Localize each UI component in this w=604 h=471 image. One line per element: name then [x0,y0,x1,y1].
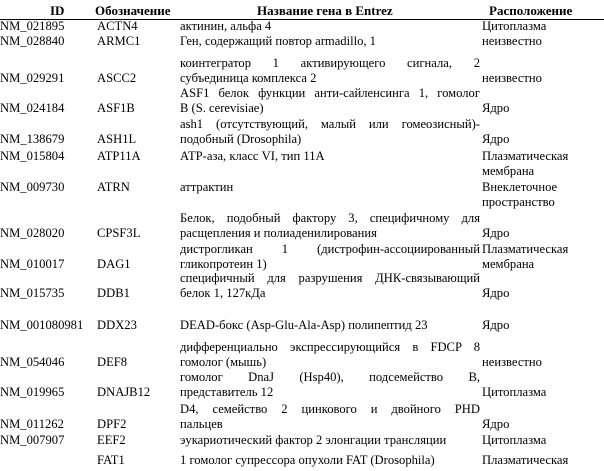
row-location-line: Внеклеточное [482,180,558,194]
row-gene-name-line: субъединица комплекса 2 [180,71,317,85]
row-symbol: FAT1 [97,453,125,467]
row-symbol: ATRN [97,180,130,194]
row-location-line: неизвестно [482,34,542,48]
row-location-line: Плазматическая [482,242,569,256]
row-symbol: EEF2 [97,433,126,447]
row-id: NM_019965 [0,385,65,399]
row-id: NM_015735 [0,286,65,300]
row-gene-name-line: АТР-аза, класс VI, тип 11А [180,149,325,163]
row-location-line: Плазматическая [482,149,569,163]
row-gene-name-line: дифференциально экспрессирующийся в FDCP 8 [180,340,480,354]
row-gene-name-line: аттрактин [180,180,234,194]
row-gene-name-line: DEAD-бокс (Asp-Glu-Ala-Asp) полипептид 23 [180,318,428,332]
row-symbol: ARMC1 [97,34,141,48]
row-symbol: DNAJB12 [97,385,151,399]
row-id: NM_010017 [0,257,65,271]
row-id: NM_029291 [0,71,65,85]
row-gene-name-line: Белок, подобный фактору 3, специфичному для [180,211,480,225]
row-id: NM_024184 [0,101,65,115]
row-location-line: Ядро [482,101,510,115]
row-gene-name-line: коинтегратор 1 активирующего сигнала, 2 [180,56,480,70]
row-gene-name-line: расщепления и полиаденилирования [180,226,377,240]
row-gene-name-line: подобный (Drosophila) [180,132,302,146]
row-gene-name-line: B (S. cerevisiae) [180,101,264,115]
row-gene-name-line: белок 1, 127кДа [180,286,266,300]
row-location-line: Ядро [482,226,510,240]
row-location-line: Цитоплазма [482,19,547,33]
row-symbol: CPSF3L [97,226,141,240]
row-gene-name-line: 1 гомолог супрессора опухоли FAT (Drosophila) [180,453,435,467]
header-id: ID [50,3,65,18]
row-symbol: DDB1 [97,286,130,300]
row-gene-name-line: пальцев [180,417,223,431]
row-location-line: Ядро [482,286,510,300]
row-id: NM_011262 [0,417,64,431]
row-id: NM_007907 [0,433,65,447]
header-gene-name: Название гена в Entrez [257,3,393,18]
row-gene-name-line: актинин, альфа 4 [180,19,272,33]
row-symbol: DEF8 [97,355,128,369]
row-location-line: Ядро [482,132,510,146]
row-gene-name-line: гомолог DnaJ (Hsp40), подсемейство B, [180,370,480,384]
row-location-line: Цитоплазма [482,385,547,399]
row-gene-name-line: эукариотический фактор 2 элонгации трансляции [180,433,447,447]
row-symbol: ASCC2 [97,71,137,85]
row-location-line: пространство [482,195,555,209]
row-symbol: ASF1B [97,101,135,115]
row-gene-name-line: Ген, содержащий повтор armadillo, 1 [180,34,376,48]
row-gene-name-line: гликопротеин 1) [180,257,267,271]
row-location-line: неизвестно [482,355,542,369]
row-gene-name-line: представитель 12 [180,385,274,399]
row-id: NM_021895 [0,19,65,33]
row-location-line: мембрана [482,257,535,271]
header-location: Расположение [489,3,573,18]
row-gene-name-line: ash1 (отсутствующий, малый или гомеозисный)- [180,117,480,131]
row-location-line: Ядро [482,318,510,332]
row-id: NM_028020 [0,226,65,240]
header-designation: Обозначение [95,3,171,18]
row-symbol: DPF2 [97,417,127,431]
row-location-line: неизвестно [482,71,542,85]
row-id: NM_054046 [0,355,65,369]
row-id: NM_028840 [0,34,65,48]
row-location-line: Плазматическая [482,453,569,467]
row-id: NM_009730 [0,180,65,194]
row-location-line: мембрана [482,164,535,178]
row-gene-name-line: D4, семейство 2 цинкового и двойного PHD [180,402,480,416]
row-symbol: DAG1 [97,257,131,271]
row-gene-name-line: специфичный для разрушения ДНК-связывающий [180,271,480,285]
row-location-line: Цитоплазма [482,433,547,447]
row-id: NM_015804 [0,149,65,163]
row-gene-name-line: ASF1 белок функции анти-сайленсинга 1, гомолог [180,86,480,100]
row-id: NM_001080981 [0,318,84,332]
row-symbol: ASH1L [97,132,137,146]
row-symbol: ACTN4 [97,19,138,33]
row-gene-name-line: гомолог (мышь) [180,355,267,369]
row-gene-name-line: дистрогликан 1 (дистрофин-ассоциированный [180,242,480,256]
row-symbol: DDX23 [97,318,137,332]
row-id: NM_138679 [0,132,65,146]
row-symbol: ATP11A [97,149,141,163]
row-location-line: Ядро [482,417,510,431]
